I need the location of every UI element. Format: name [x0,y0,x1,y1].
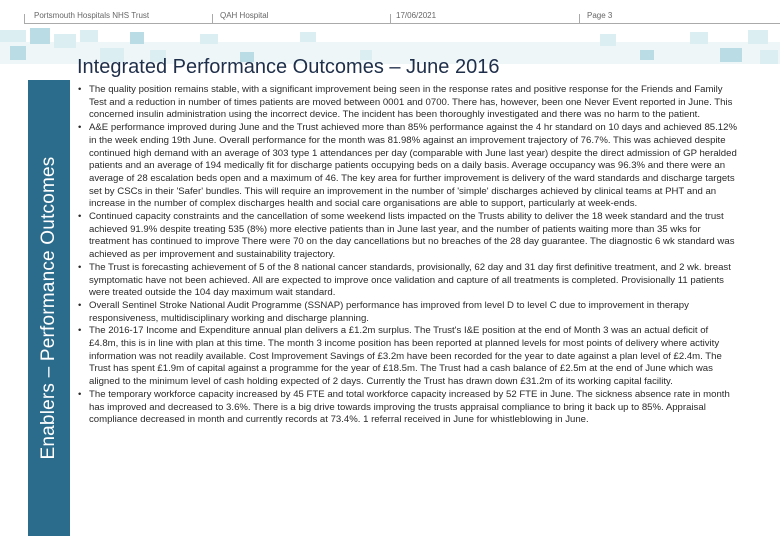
mosaic-square [760,50,778,64]
header-date: 17/06/2021 [396,11,437,20]
bullet-text: The temporary workforce capacity increased by 45 FTE and total workforce capacity increased by 52 FTE in June. The sickness absence rate in month has improved and decreased to 3.6%. There is a big drive towards improving the trusts appraisal compliance to bring it back up to 85%. Appraisal compliance decreased in month and currently records at 73.4%. 1 referral received in June for whistleblowing in June. [89,388,730,426]
bullet-glyph: • [78,388,82,400]
mosaic-square [0,30,26,42]
bullet-text: The 2016-17 Income and Expenditure annual plan delivers a £1.2m surplus. The Trust's I&E position at the end of Month 3 was an actual deficit of £4.8m, this is in line with plan at this time. The month 3 income position has been reported at planned levels for most points of delivery where activity information was not readily available. Cost Improvement Savings of £3.2m have been recorded for the year to date against a plan level of £2.4m. The Trust has spent £1.9m of capital against a programme for the year of £18.5m. The Trust had a cash balance of £2.5m at the end of June which was aligned to the minimum level of cash holding expected of 2 days. Currently the Trust has drawn down £31.2m of its working capital facility. [89,325,722,388]
mosaic-square [130,32,144,44]
header-site: QAH Hospital [220,11,269,20]
mosaic-square [748,30,768,44]
list-item [76,300,740,325]
page-title: Integrated Performance Outcomes – June 2016 [77,56,500,78]
list-item [76,84,740,122]
bullet-text: A&E performance improved during June and the Trust achieved more than 85% performance against the 4 hr standard on 10 days and achieved 85.12% in the week ending 19th June. Overall performance for the month was 81.98% against an improvement trajectory of 76.7%. This was achieved despite continued high demand with an average of 303 type 1 attendances per day (comparable with June last year) despite the direct admission of GP heralded patients and an average of 194 medically fit for discharge patients occupying beds on a daily basis. Average occupancy was 96.3% and there were an average of 28 escalation beds open and a maximum of 46. The key area for further improvement is delivery of the ward standards and discharge targets set by CSCs in their 'Safer' bundles. This will require an improvement in the number of 'simple' discharges achieved by clinical teams at PHT and an increase in the number of complex discharges health and social care organisations are able to support, particularly at week-ends. [89,122,737,210]
list-item [76,122,740,211]
bullet-text: The quality position remains stable, with a significant improvement being seen in the response rates and positive response for the Friends and Family Test and a reduction in number of times patients are moved between 0001 and 0700. There has, however, been one Never Event reported in June. This concerned insulin administration using the incorrect device. The incident has been thoroughly investigated and there was no harm to the patient. [89,84,733,121]
bullet-glyph: • [78,84,82,95]
mosaic-square [300,32,316,42]
bullet-glyph: • [78,261,82,273]
bullet-glyph: • [78,211,82,223]
mosaic-square [54,34,76,48]
sidebar-label: Enablers – Performance Outcomes [38,156,59,460]
bullet-text: Continued capacity constraints and the cancellation of some weekend lists impacted on the Trusts ability to deliver the 18 week standard and the trust achieved 91.9% despite treating 535 (8%) more elective patients than in June last year, and the number of patients waiting more than 35 wks for treatment has continued to improve There were 70 on the day cancellations but no breaches of the 28 day guarantee. The diagnostic 6 wk standard was achieved as per improvement and sustainability trajectory. [89,211,735,261]
list-item [76,211,740,262]
mosaic-square [600,34,616,46]
section-sidebar [28,80,70,536]
list-item [76,262,740,300]
mosaic-square [10,46,26,60]
header-organisation: Portsmouth Hospitals NHS Trust [34,11,150,20]
bullet-glyph: • [78,122,82,134]
summary-content [76,84,740,427]
bullet-text: The Trust is forecasting achievement of 5 of the 8 national cancer standards, provisionally, 62 day and 31 day first definitive treatment, and 2 wk. breast symptomatic have not been achieved. All are expected to improve once validation and capture of all treatments is completed. Provisionally 11 patients were treated outside the 104 day maximum wait standard. [89,261,731,299]
mosaic-square [80,30,98,42]
bullet-glyph: • [78,299,82,311]
mosaic-square [200,34,218,44]
summary-bullet-list [76,84,740,427]
mosaic-square [30,28,50,44]
header-rule [24,23,780,24]
list-item [76,325,740,389]
mosaic-square [640,50,654,60]
page-header [0,0,780,26]
mosaic-square [690,32,708,44]
mosaic-square [720,48,742,62]
list-item [76,389,740,427]
bullet-glyph: • [78,325,82,337]
bullet-text: Overall Sentinel Stroke National Audit Programme (SSNAP) performance has improved from level D to level C due to improvement in therapy responsiveness, multidisciplinary working and discharge planning. [89,299,689,324]
header-page-number: Page 3 [587,11,613,20]
